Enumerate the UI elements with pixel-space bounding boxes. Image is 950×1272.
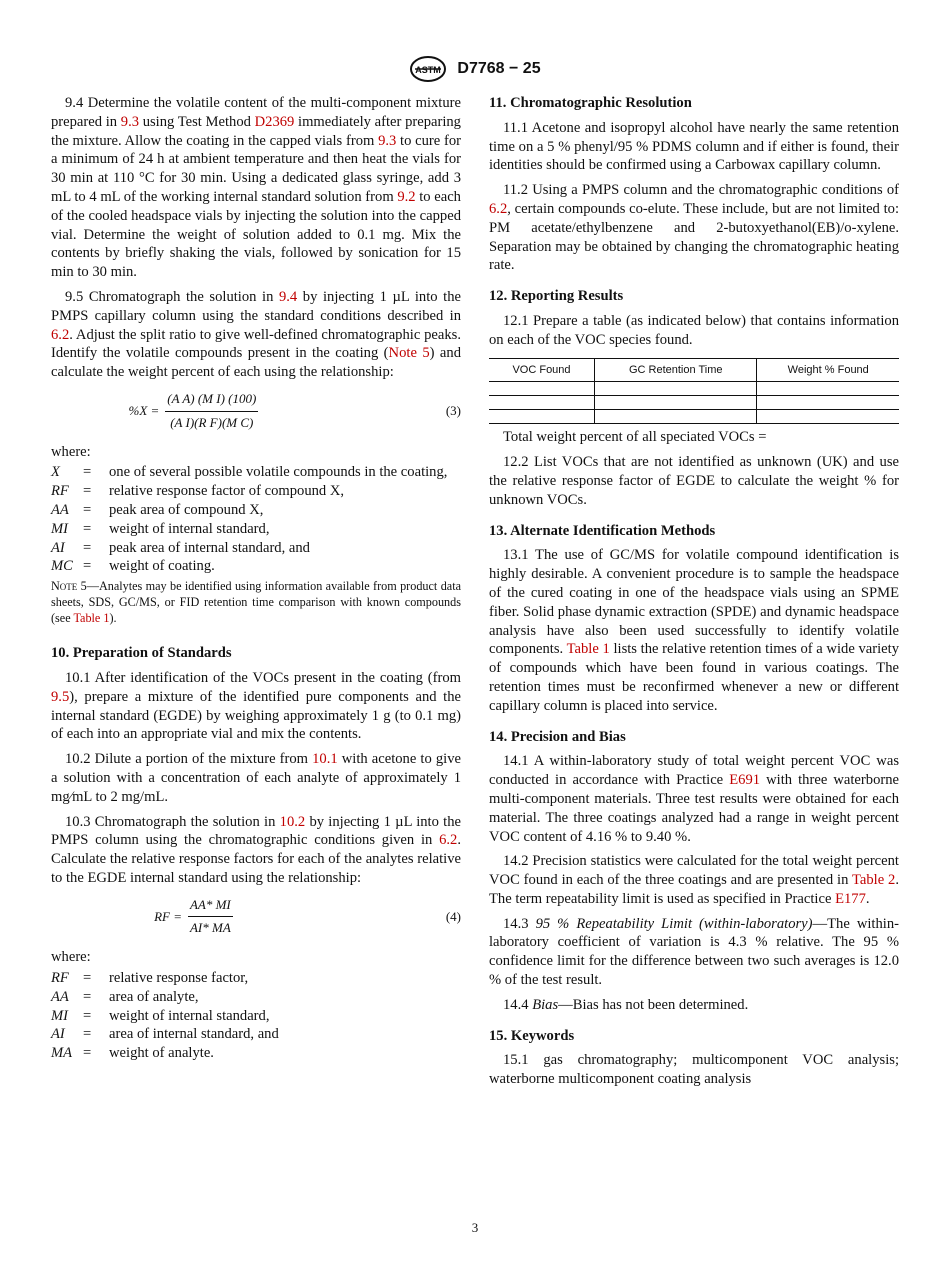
section-12-heading: 12. Reporting Results <box>489 288 624 305</box>
ref-d2369[interactable]: D2369 <box>254 113 295 130</box>
variable-sym: RF <box>51 970 69 987</box>
variable-eq: = <box>83 501 92 518</box>
variable-sym: MI <box>51 520 69 537</box>
variable-eq: = <box>83 539 92 556</box>
para-14-3: 14.3 95 % Repeatability Limit (within-laboratory)—The within-laboratory coefficient of variation is 4.3 % relative. The 95 % confidence limit for the difference between two such averages is 12.0 % of the test result. <box>489 915 899 989</box>
equation-fraction <box>188 896 233 939</box>
table-cell <box>489 382 595 396</box>
para-10-2: 10.2 Dilute a portion of the mixture from 10.1 with acetone to give a solution with a concentration of each analyte of approximately 1 mg⁄mL to 2 mg/mL. <box>51 751 461 805</box>
variable-row <box>51 1025 461 1044</box>
variable-eq: = <box>83 1007 92 1024</box>
equation-fraction <box>165 390 258 433</box>
variable-def: weight of internal standard, <box>109 520 270 537</box>
table-cell <box>489 396 595 410</box>
variable-row <box>51 520 461 539</box>
equation-lhs: RF = <box>154 908 182 924</box>
note-5: Note 5—Analytes may be identified using information available from product data sheets, SDS, GC/MS, or FID retention time comparison with known compounds (see Table 1). <box>51 579 461 626</box>
variable-sym: MC <box>51 558 73 575</box>
table-cell <box>595 382 757 396</box>
variable-eq: = <box>83 558 92 575</box>
table-row <box>489 382 899 396</box>
ref-e177[interactable]: E177 <box>835 890 866 907</box>
equation-number: (3) <box>445 402 461 418</box>
equation-denominator: (A I)(R F)(M C) <box>170 414 254 430</box>
ref-10-2[interactable]: 10.2 <box>279 813 306 830</box>
variable-sym: X <box>51 464 60 481</box>
variable-sym: AA <box>51 501 69 518</box>
equation-3 <box>51 390 461 433</box>
equation-lhs: %X = <box>128 402 160 418</box>
para-12-1: 12.1 Prepare a table (as indicated below) that contains information on each of the VOC species found. <box>489 312 899 348</box>
page-header <box>0 56 950 86</box>
table-header-voc-found: VOC Found <box>489 358 595 382</box>
para-14-4: 14.4 Bias—Bias has not been determined. <box>503 996 749 1013</box>
ref-table-1[interactable]: Table 1 <box>73 611 110 626</box>
para-9-4: 9.4 Determine the volatile content of the multi-component mixture prepared in 9.3 using Test Method D2369 immediately after preparing the mixture. Allow the coating in the capped vials from 9.3 to cure for a minimum of 24 h at ambient temperature and then heat the vials for 30 min at 110 °C for 30 min. Using a dedicated glass syringe, add 3 mL to 4 mL of the working internal standard solution from 9.2 to each of the cooled headspace vials by injecting the solution into the capped vial. Determine the weight of solution added to 0.1 mg. Mix the contents by briefly shaking the vials, followed by sonication for 15 min to 30 min. <box>51 95 461 281</box>
variable-def: relative response factor, <box>109 970 249 987</box>
variable-sym: AI <box>51 1026 65 1043</box>
ref-table-1[interactable]: Table 1 <box>566 641 610 658</box>
section-10-heading: 10. Preparation of Standards <box>51 645 232 662</box>
ref-note-5[interactable]: Note 5 <box>388 345 430 362</box>
equation-numerator: AA* MI <box>188 896 233 918</box>
table-header-gc-retention-time: GC Retention Time <box>595 358 757 382</box>
ref-table-2[interactable]: Table 2 <box>851 872 896 889</box>
ref-9-3[interactable]: 9.3 <box>120 113 140 130</box>
variable-eq: = <box>83 520 92 537</box>
variable-row <box>51 1007 461 1026</box>
para-12-2: 12.2 List VOCs that are not identified as unknown (UK) and use the relative response factor of EGDE to calculate the weight % for unknown VOCs. <box>489 454 899 508</box>
section-11-heading: 11. Chromatographic Resolution <box>489 95 692 111</box>
ref-9-5[interactable]: 9.5 <box>51 688 70 705</box>
ref-9-2[interactable]: 9.2 <box>397 188 416 205</box>
table-header-weight-percent: Weight % Found <box>757 358 899 382</box>
variable-eq: = <box>83 1026 92 1043</box>
astm-logo-icon <box>409 56 447 82</box>
para-14-1: 14.1 A within-laboratory study of total weight percent VOC was conducted in accordance with Practice E691 with three waterborne multi-component materials. Three test results were obtained for each material. The three coatings analyzed had a range in weight percent VOC content of 4.16 % to 9.40 %. <box>489 753 899 845</box>
para-11-1: 11.1 Acetone and isopropyl alcohol have nearly the same retention time on a 5 % phenyl/95 % PDMS column and if either is found, their identities should be confirmed using a Carbowax capillary column. <box>489 119 899 174</box>
variable-eq: = <box>83 988 92 1005</box>
variable-row <box>51 1044 461 1063</box>
para-9-5: 9.5 Chromatograph the solution in 9.4 by injecting 1 µL into the PMPS capillary column using the standard conditions described in 6.2. Adjust the split ratio to give well-defined chromatographic peaks. Identify the volatile compounds present in the coating (Note 5) and calculate the weight percent of each using the relationship: <box>51 288 461 381</box>
ref-9-4[interactable]: 9.4 <box>278 288 298 305</box>
equation-number: (4) <box>445 908 461 924</box>
variable-def: area of internal standard, and <box>109 1026 279 1043</box>
para-10-1: 10.1 After identification of the VOCs present in the coating (from 9.5), prepare a mixture of the identified pure components and the internal standard (EGDE) by weighing approximately 1 g (to 0.1 mg) of each into an appropriate vial and mix the contents. <box>51 669 461 743</box>
variable-def: area of analyte, <box>109 988 199 1005</box>
para-14-2: 14.2 Precision statistics were calculated for the total weight percent VOC found in each of the three coatings and are presented in Table 2. The term repeatability limit is used as specified in Practice E177. <box>489 853 899 907</box>
variable-def: peak area of internal standard, and <box>109 539 310 556</box>
table-cell <box>595 396 757 410</box>
voc-report-table <box>489 358 899 425</box>
variable-row <box>51 463 461 482</box>
variable-row <box>51 988 461 1007</box>
variable-row <box>51 557 461 576</box>
where-label: where: <box>51 443 91 460</box>
variable-eq: = <box>83 483 92 500</box>
table-row <box>489 410 899 424</box>
variable-eq: = <box>83 970 92 987</box>
para-11-2: 11.2 Using a PMPS column and the chromatographic conditions of 6.2, certain compounds co-elute. These include, but are not limited to: PM acetate/ethylbenzene and 2-butoxyethanol(EB)/o-xylene. Separation may be obtained by changing the chromatographic heating rate. <box>489 182 899 274</box>
variable-sym: RF <box>51 483 69 500</box>
para-10-3: 10.3 Chromatograph the solution in 10.2 by injecting 1 µL into the PMPS column using the chromatographic conditions given in 6.2. Calculate the relative response factors for each of the analytes relative to the EGDE internal standard using the relationship: <box>51 813 461 886</box>
table-cell <box>757 382 899 396</box>
variable-row <box>51 501 461 520</box>
para-13-1: 13.1 The use of GC/MS for volatile compound identification is highly desirable. A convenient procedure is to sample the headspace of the cured coating in one of the headspace vials using an SPME fiber. Solid phase dynamic extraction (SPDE) and dynamic headspace analysis have also been used successfully to identify volatile components. Table 1 lists the relative retention times of a wide variety of compounds which have been found in various coatings. The retention times must be reconfirmed whenever a new or different capillary column is placed into service. <box>489 547 899 714</box>
section-14-heading: 14. Precision and Bias <box>489 728 626 745</box>
standard-designation: D7768 − 25 <box>457 60 541 77</box>
variable-def: weight of analyte. <box>109 1045 214 1062</box>
ref-e691[interactable]: E691 <box>729 772 761 789</box>
variable-row <box>51 539 461 558</box>
ref-6-2[interactable]: 6.2 <box>51 326 70 343</box>
left-column <box>51 94 461 1063</box>
ref-9-3[interactable]: 9.3 <box>378 132 397 149</box>
table-row <box>489 396 899 410</box>
equation-numerator: (A A) (M I) (100) <box>165 390 258 412</box>
variable-eq: = <box>83 1045 92 1062</box>
variable-def: peak area of compound X, <box>109 501 264 518</box>
table-cell <box>757 396 899 410</box>
variable-sym: MI <box>51 1007 69 1024</box>
variable-sym: AI <box>51 539 65 556</box>
variable-def: weight of coating. <box>109 558 215 575</box>
ref-6-2[interactable]: 6.2 <box>489 200 508 217</box>
table-cell <box>489 410 595 424</box>
equation-denominator: AI* MA <box>189 920 231 936</box>
variable-list-1 <box>51 463 461 576</box>
variable-def: one of several possible volatile compounds in the coating, <box>109 464 448 481</box>
right-column <box>489 94 899 1095</box>
where-label: where: <box>51 949 91 966</box>
variable-sym: MA <box>51 1045 73 1062</box>
table-cell <box>757 410 899 424</box>
page-number: 3 <box>471 1220 479 1235</box>
equation-4 <box>51 896 461 939</box>
variable-def: weight of internal standard, <box>109 1007 270 1024</box>
svg-text:ASTM: ASTM <box>415 65 442 75</box>
ref-6-2[interactable]: 6.2 <box>439 832 458 849</box>
para-15-1: 15.1 gas chromatography; multicomponent VOC analysis; waterborne multicomponent coating analysis <box>489 1052 899 1088</box>
ref-10-1[interactable]: 10.1 <box>312 751 338 768</box>
variable-def: relative response factor of compound X, <box>109 483 345 500</box>
variable-row <box>51 482 461 501</box>
variable-sym: AA <box>51 988 69 1005</box>
total-weight-line: Total weight percent of all speciated VOCs = <box>503 429 767 446</box>
table-cell <box>595 410 757 424</box>
variable-eq: = <box>83 464 92 481</box>
variable-list-2 <box>51 969 461 1063</box>
section-13-heading: 13. Alternate Identification Methods <box>489 522 716 539</box>
variable-row <box>51 969 461 988</box>
section-15-heading: 15. Keywords <box>489 1027 575 1044</box>
